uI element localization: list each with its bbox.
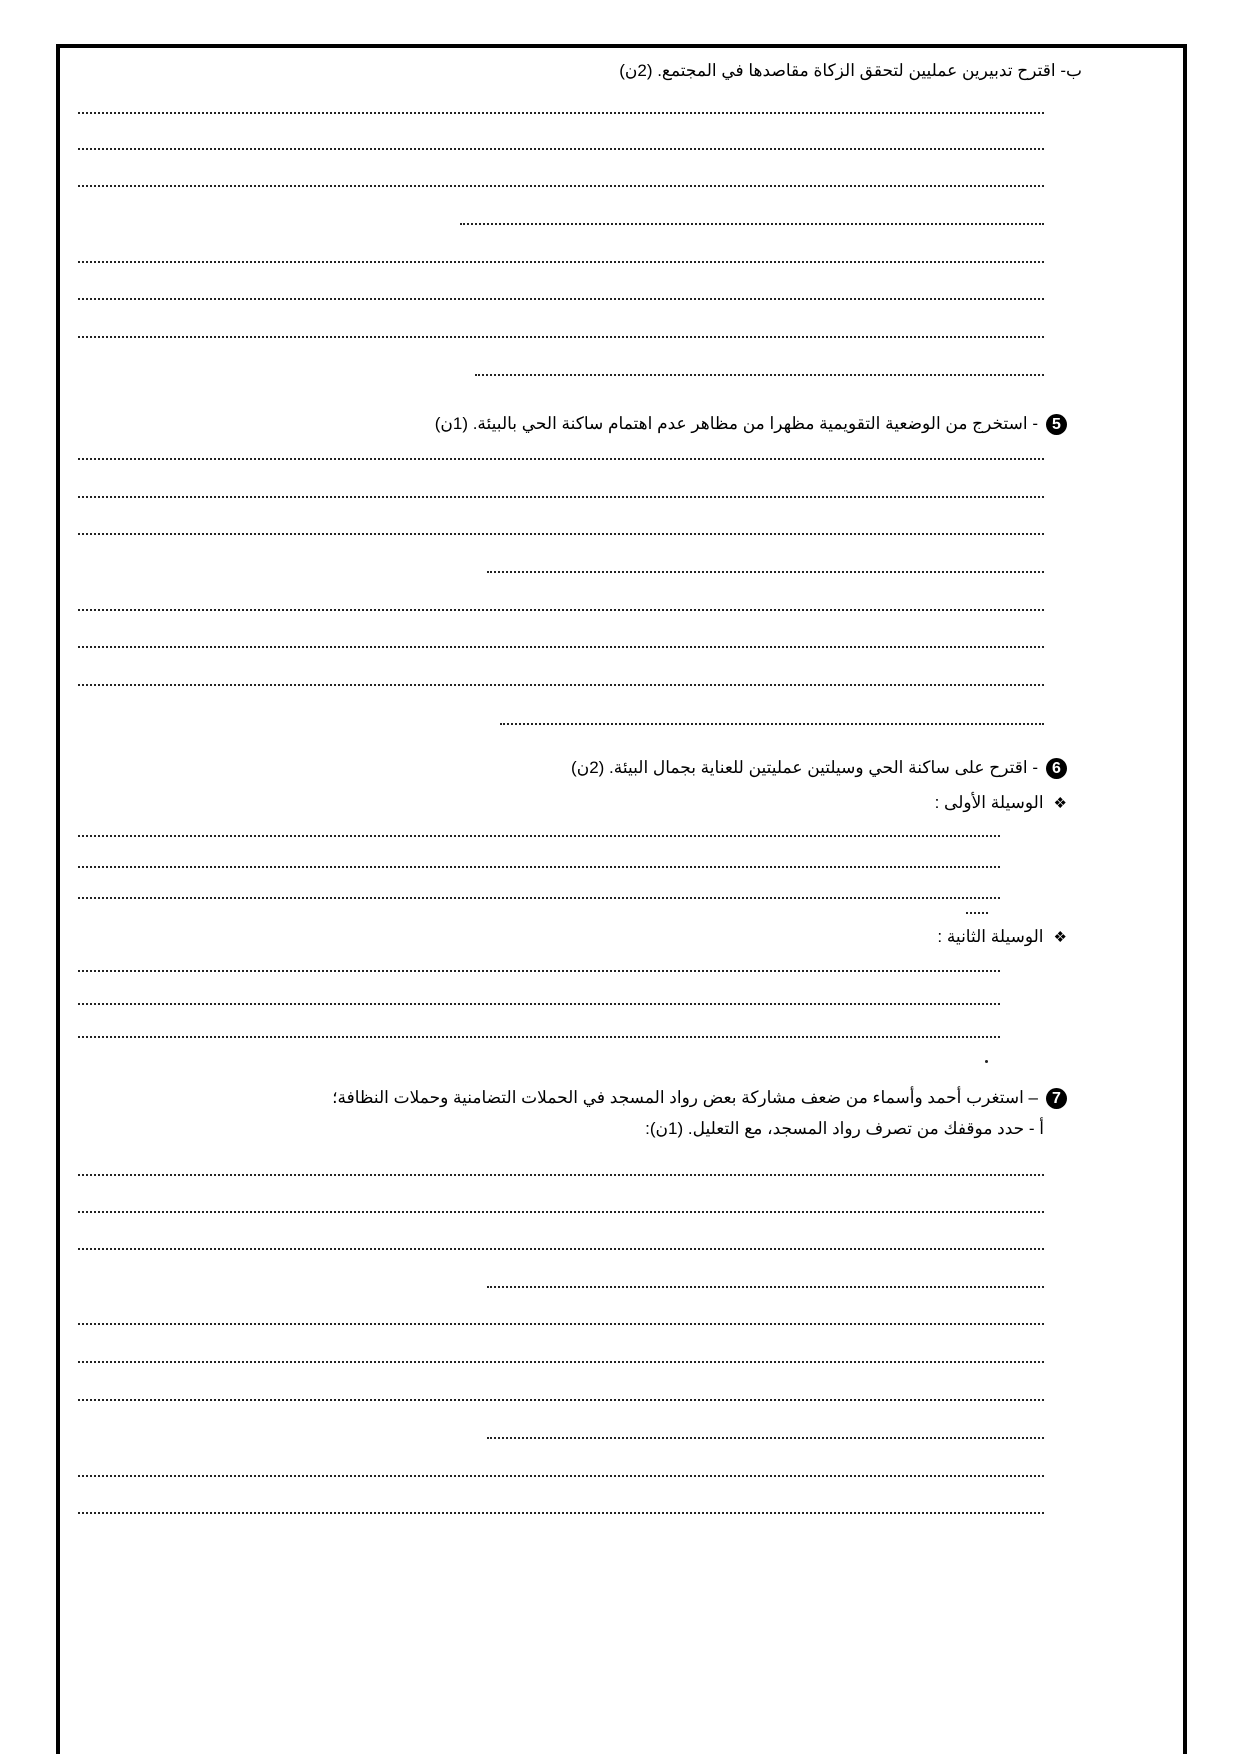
answer-line[interactable] [78,646,1044,648]
answer-line[interactable] [966,912,988,914]
answer-line[interactable] [487,571,1044,573]
answer-line[interactable] [78,496,1044,498]
answer-line[interactable] [78,866,1000,868]
answer-line[interactable] [78,261,1044,263]
answer-line[interactable] [78,897,1000,899]
question-4b: ب- اقترح تدبيرين عمليين لتحقق الزكاة مقاصدها في المجتمع. (2ن) [619,61,1082,80]
answer-line[interactable] [78,458,1044,460]
answer-line[interactable] [78,970,1000,972]
answer-line[interactable] [78,1399,1044,1401]
answer-line[interactable] [78,1248,1044,1250]
question-number-badge: 6 [1046,758,1067,779]
answer-line[interactable] [78,1361,1044,1363]
question-6-text: - اقترح على ساكنة الحي وسيلتين عمليتين للعناية بجمال البيئة. (2ن) [571,758,1038,777]
answer-line[interactable] [78,684,1044,686]
question-7a: أ - حدد موقفك من تصرف رواد المسجد، مع التعليل. (1ن): [645,1119,1044,1138]
answer-line[interactable] [460,223,1044,225]
answer-line[interactable] [78,1036,1000,1038]
answer-line[interactable] [500,723,1044,725]
answer-line[interactable] [475,374,1044,376]
question-5 [435,413,1067,435]
answer-line[interactable] [78,148,1044,150]
answer-line[interactable] [78,609,1044,611]
answer-line[interactable] [78,185,1044,187]
answer-line[interactable] [78,112,1044,114]
answer-line[interactable] [487,1286,1044,1288]
question-7-text: – استغرب أحمد وأسماء من ضعف مشاركة بعض رواد المسجد في الحملات التضامنية وحملات النظافة؛ [332,1088,1038,1107]
answer-line[interactable] [487,1437,1044,1439]
answer-line[interactable] [78,1323,1044,1325]
answer-line[interactable] [78,1512,1044,1514]
diamond-bullet-icon: ❖ [1053,929,1067,946]
answer-line-end-dot [985,1060,988,1063]
question-7 [332,1087,1067,1109]
diamond-bullet-icon: ❖ [1053,795,1067,812]
means-1-text: الوسيلة الأولى : [934,793,1044,812]
question-6 [571,757,1067,779]
answer-line[interactable] [78,1475,1044,1477]
means-2-text: الوسيلة الثانية : [937,927,1044,946]
answer-line[interactable] [78,1211,1044,1213]
answer-line[interactable] [78,336,1044,338]
question-5-text: - استخرج من الوضعية التقويمية مظهرا من مظاهر عدم اهتمام ساكنة الحي بالبيئة. (1ن) [434,414,1038,433]
answer-line[interactable] [78,533,1044,535]
means-1-label [935,792,1067,815]
question-number-badge: 7 [1046,1088,1067,1109]
answer-line[interactable] [78,298,1044,300]
answer-line[interactable] [78,835,1000,837]
question-number-badge: 5 [1046,414,1067,435]
answer-line[interactable] [78,1174,1044,1176]
page-border [56,44,1187,1754]
answer-line[interactable] [78,1003,1000,1005]
means-2-label [937,926,1067,949]
